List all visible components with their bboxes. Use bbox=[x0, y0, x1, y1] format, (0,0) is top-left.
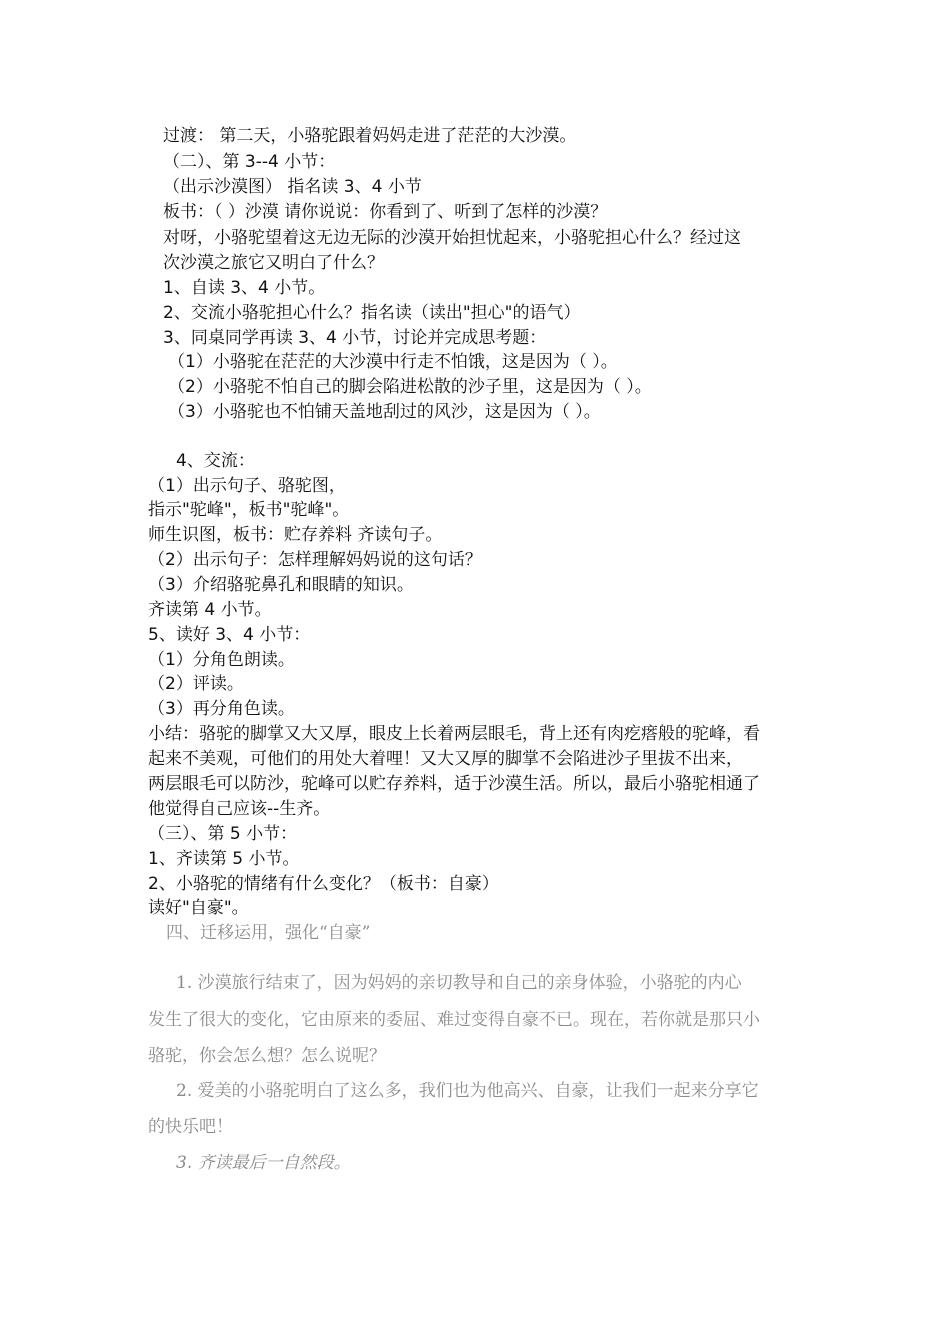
paragraph-line: 2. 爱美的小骆驼明白了这么多，我们也为他高兴、自豪，让我们一起来分享它 bbox=[176, 1081, 759, 1101]
text-line: （1）小骆驼在茫茫的大沙漠中行走不怕饿，这是因为（ ）。 bbox=[168, 352, 618, 372]
text-line: 1、齐读第 5 小节。 bbox=[148, 849, 300, 869]
text-line: 次沙漠之旅它又明白了什么？ bbox=[163, 253, 384, 273]
paragraph-line: 1. 沙漠旅行结束了，因为妈妈的亲切教导和自己的亲身体验，小骆驼的内心 bbox=[176, 973, 742, 993]
text-line: （1）出示句子、骆驼图， bbox=[148, 476, 346, 496]
text-line: 小结：骆驼的脚掌又大又厚，眼皮上长着两层眼毛，背上还有肉疙瘩般的驼峰，看 bbox=[148, 724, 760, 744]
text-line: （2）出示句子：怎样理解妈妈说的这句话？ bbox=[148, 550, 482, 570]
text-line: 读好"自豪"。 bbox=[148, 898, 249, 918]
text-line: （1）分角色朗读。 bbox=[148, 650, 295, 670]
text-line: 2、交流小骆驼担心什么？指名读（读出"担心"的语气） bbox=[163, 303, 581, 323]
text-line: （3）小骆驼也不怕铺天盖地刮过的风沙，这是因为（ ）。 bbox=[168, 402, 601, 422]
text-line: （3）介绍骆驼鼻孔和眼睛的知识。 bbox=[148, 575, 414, 595]
text-line: （出示沙漠图） 指名读 3、4 小节 bbox=[163, 177, 422, 197]
text-line: 师生识图，板书：贮存养料 齐读句子。 bbox=[148, 525, 443, 545]
text-line: 指示"驼峰"，板书"驼峰"。 bbox=[148, 500, 350, 520]
text-line: 4、交流： bbox=[176, 451, 255, 471]
text-line: 5、读好 3、4 小节： bbox=[148, 625, 311, 645]
paragraph-line: 的快乐吧！ bbox=[148, 1117, 233, 1137]
paragraph-line: 3. 齐读最后一自然段。 bbox=[176, 1153, 351, 1173]
text-line: （2）评读。 bbox=[148, 674, 244, 694]
text-line: 板书：（ ）沙漠 请你说说：你看到了、听到了怎样的沙漠？ bbox=[163, 202, 608, 222]
text-line: 2、小骆驼的情绪有什么变化？（板书：自豪） bbox=[148, 874, 499, 894]
text-line: （三）、第 5 小节： bbox=[148, 824, 298, 844]
text-line: 两层眼毛可以防沙，驼峰可以贮存养料，适于沙漠生活。所以，最后小骆驼相通了 bbox=[148, 774, 760, 794]
text-line: 3、同桌同学再读 3、4 小节，讨论并完成思考题： bbox=[163, 328, 547, 348]
text-line: （2）小骆驼不怕自己的脚会陷进松散的沙子里，这是因为（ ）。 bbox=[168, 377, 652, 397]
text-line: 1、自读 3、4 小节。 bbox=[163, 278, 326, 298]
paragraph-line: 发生了很大的变化，它由原来的委屈、难过变得自豪不已。现在，若你就是那只小 bbox=[148, 1010, 760, 1030]
text-line: （二）、第 3--4 小节： bbox=[163, 152, 336, 172]
text-line: （3）再分角色读。 bbox=[148, 699, 295, 719]
text-line: 齐读第 4 小节。 bbox=[148, 600, 272, 620]
paragraph-line: 骆驼，你会怎么想？怎么说呢？ bbox=[148, 1046, 386, 1066]
text-line: 起来不美观，可他们的用处大着哩！又大又厚的脚掌不会陷进沙子里拔不出来， bbox=[148, 749, 743, 769]
text-line: 对呀，小骆驼望着这无边无际的沙漠开始担忧起来，小骆驼担心什么？经过这 bbox=[163, 228, 741, 248]
text-line: 他觉得自己应该--生齐。 bbox=[148, 799, 331, 819]
text-line: 过渡： 第二天，小骆驼跟着妈妈走进了茫茫的大沙漠。 bbox=[163, 126, 577, 146]
section-heading: 四、迁移运用，强化“自豪” bbox=[166, 923, 371, 943]
